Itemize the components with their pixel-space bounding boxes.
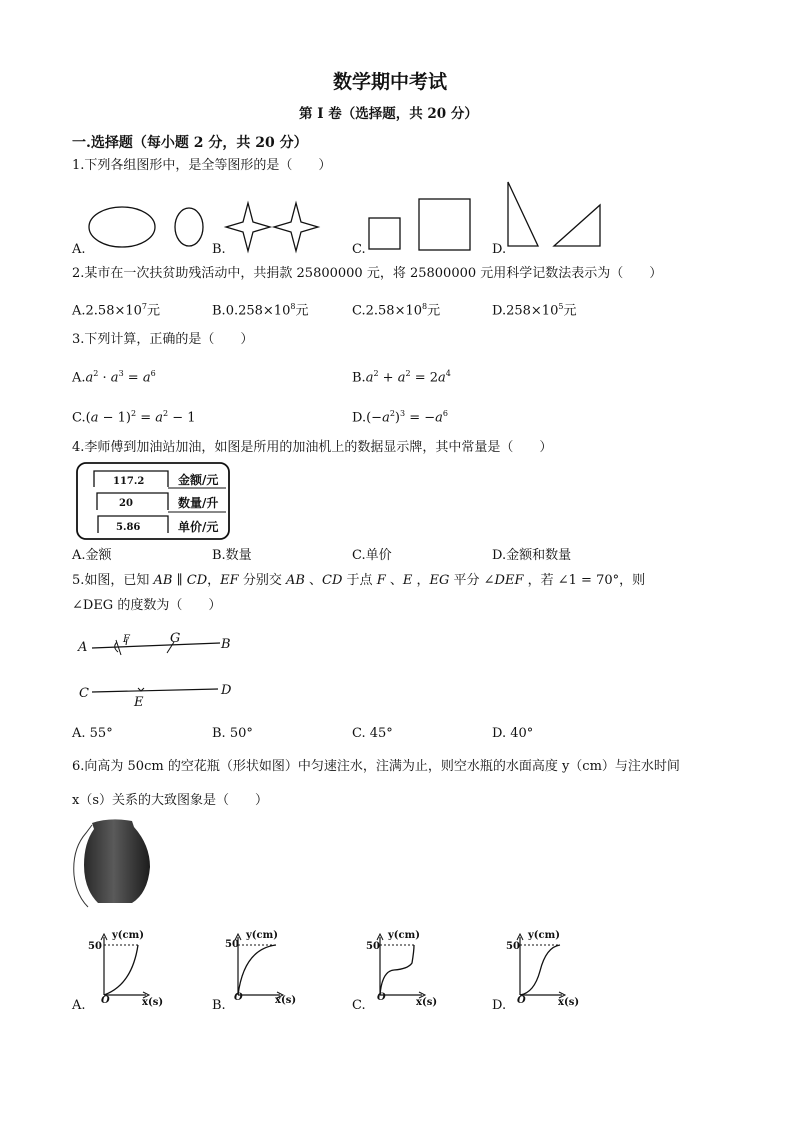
q1-star-1	[226, 203, 270, 251]
q2-option-b: $B.0.258\times 10^8$元	[212, 302, 309, 319]
q1-label-b: B.	[212, 242, 226, 257]
q5-option-d: D. 40°	[492, 726, 534, 741]
point-f-label: F	[123, 634, 130, 645]
q6-stem-line2: x（s）关系的大致图象是（ ）	[72, 793, 269, 808]
graph-a-ymark: 50	[88, 941, 102, 952]
q1-ellipse-large	[89, 207, 155, 247]
q6-label-b: B.	[212, 998, 226, 1013]
q4-option-b: B.数量	[212, 548, 252, 563]
graph-a-ylabel: y(cm)	[112, 930, 144, 941]
q2-option-c: $C.2.58\times 10^8$元	[352, 302, 441, 319]
section-heading: 一.选择题（每小题 2 分，共 20 分）	[72, 135, 308, 151]
graph-c-origin: O	[377, 992, 386, 1003]
q5-parallel-lines-figure	[0, 625, 794, 715]
q6-label-d: D.	[492, 998, 507, 1013]
q6-label-a: A.	[72, 998, 86, 1013]
graph-b-xlabel: x(s)	[275, 995, 297, 1006]
point-d-label: D	[221, 683, 232, 698]
q4-option-a: A.金额	[72, 548, 112, 563]
point-e-label: E	[134, 695, 144, 710]
q5-option-a: A. 55°	[72, 726, 113, 741]
point-c-label: C	[79, 686, 89, 701]
display-amount-label: 金额/元	[178, 473, 219, 487]
q1-ellipse-small	[175, 208, 203, 246]
q1-label-a: A.	[72, 242, 86, 257]
graph-d-origin: O	[517, 995, 526, 1006]
display-quantity-label: 数量/升	[178, 496, 219, 510]
q6-vase-image	[0, 815, 794, 910]
q1-label-d: D.	[492, 242, 507, 257]
graph-a-xlabel: x(s)	[142, 997, 164, 1008]
graph-d-ymark: 50	[506, 941, 520, 952]
q1-triangle-1	[508, 182, 538, 246]
q4-option-d: D.金额和数量	[492, 548, 572, 563]
point-g-label: G	[170, 631, 181, 646]
point-a-label: A	[78, 640, 88, 655]
q5-option-b: B. 50°	[212, 726, 253, 741]
q1-stem: 1.下列各组图形中，是全等图形的是（ ）	[72, 158, 332, 173]
q1-square-large	[419, 199, 470, 250]
graph-d-ylabel: y(cm)	[528, 930, 560, 941]
q4-option-c: C.单价	[352, 548, 392, 563]
q3-option-d: $D.(-a^2)^3 = -a^6$	[352, 409, 449, 426]
page-title: 数学期中考试	[333, 71, 448, 93]
q2-stem: 2.某市在一次扶贫助残活动中，共捐款 25800000 元，将 25800000 元用科学记数法表示为（ ）	[72, 266, 663, 281]
graph-c-xlabel: x(s)	[416, 997, 438, 1008]
q1-figures	[0, 175, 794, 255]
q2-option-a: $A.2.58\times 10^7$元	[72, 302, 161, 319]
graph-b-origin: O	[234, 992, 243, 1003]
display-amount-value: 117.2	[113, 476, 145, 487]
q2-option-d: $D.258\times 10^5$元	[492, 302, 577, 319]
q5-stem-line2: ∠DEG 的度数为（ ）	[72, 598, 222, 613]
q1-star-2	[274, 203, 318, 251]
q3-option-a: $A.a^2 \cdot a^3 = a^6$	[72, 369, 156, 386]
graph-d-xlabel: x(s)	[558, 997, 580, 1008]
q5-option-c: C. 45°	[352, 726, 393, 741]
point-b-label: B	[221, 637, 231, 652]
display-quantity-value: 20	[119, 498, 133, 509]
graph-b-ymark: 50	[225, 939, 239, 950]
q1-label-c: C.	[352, 242, 366, 257]
graph-a-origin: O	[101, 995, 110, 1006]
display-price-label: 单价/元	[178, 520, 219, 534]
q3-option-c: $C.(a - 1)^2 = a^2 - 1$	[72, 409, 196, 426]
part-title: 第 I 卷（选择题，共 20 分）	[299, 106, 478, 122]
q1-triangle-2	[554, 205, 600, 246]
q3-option-b: $B.a^2 + a^2 = 2a^4$	[352, 369, 451, 386]
q4-stem: 4.李师傅到加油站加油，如图是所用的加油机上的数据显示牌，其中常量是（ ）	[72, 440, 553, 455]
q5-stem-line1: 5.如图，已知 AB ∥ CD，EF 分别交 AB 、CD 于点 F 、E ，EG 平分 ∠DEF ，若 ∠1 = 70°，则	[72, 573, 646, 588]
q6-label-c: C.	[352, 998, 366, 1013]
display-price-value: 5.86	[116, 522, 141, 533]
graph-c-ymark: 50	[366, 941, 380, 952]
q6-stem-line1: 6.向高为 50cm 的空花瓶（形状如图）中匀速注水，注满为止，则空水瓶的水面高度 y（cm）与注水时间	[72, 759, 680, 774]
graph-c-ylabel: y(cm)	[388, 930, 420, 941]
q1-square-small	[369, 218, 400, 249]
graph-b-ylabel: y(cm)	[246, 930, 278, 941]
q3-stem: 3.下列计算，正确的是（ ）	[72, 332, 254, 347]
